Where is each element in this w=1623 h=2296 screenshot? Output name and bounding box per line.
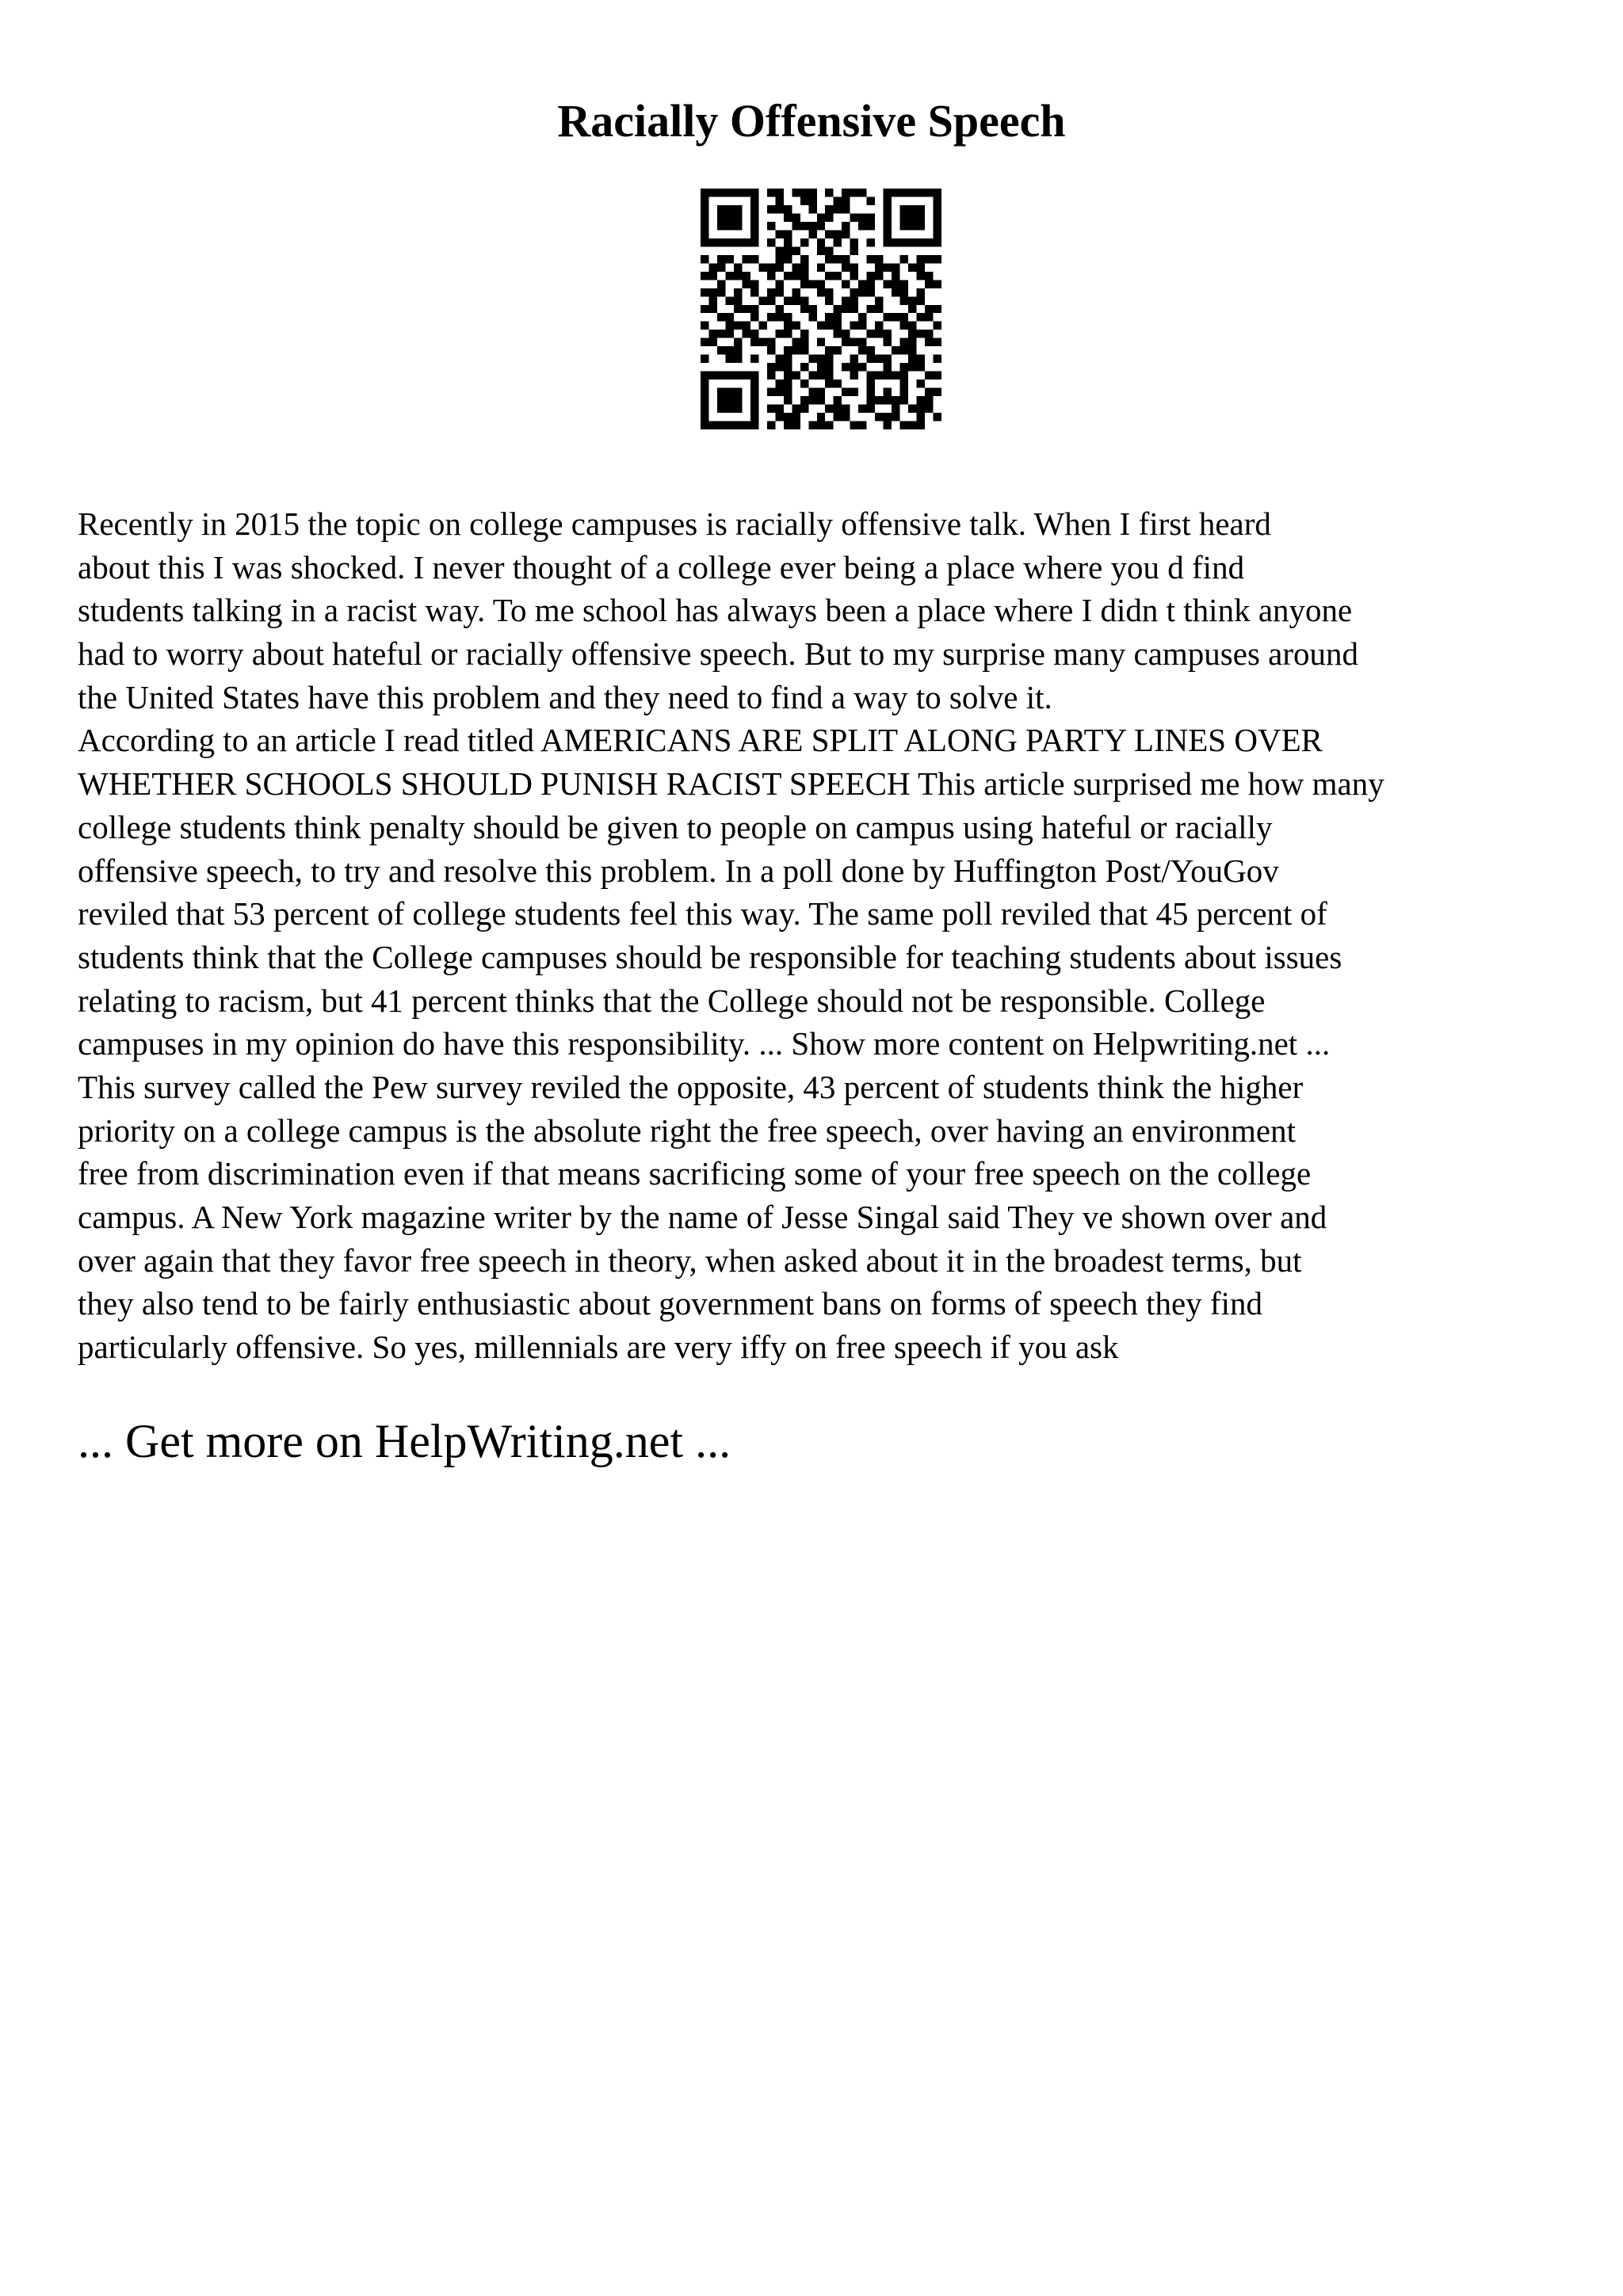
body-line: priority on a college campus is the absolute right the free speech, over having an environment xyxy=(78,1112,1296,1149)
body-line: offensive speech, to try and resolve this problem. In a poll done by Huffington Post/YouGov xyxy=(78,852,1279,889)
body-line: Recently in 2015 the topic on college campuses is racially offensive talk. When I first heard xyxy=(78,505,1271,542)
qr-code-icon xyxy=(701,189,941,429)
body-line: reviled that 53 percent of college students feel this way. The same poll reviled that 45 percent of xyxy=(78,895,1327,933)
get-more-link[interactable]: ... Get more on HelpWriting.net ... xyxy=(78,1415,731,1467)
body-line: over again that they favor free speech in theory, when asked about it in the broadest terms, but xyxy=(78,1241,1302,1279)
body-line: campus. A New York magazine writer by the name of Jesse Singal said They ve shown over and xyxy=(78,1199,1327,1235)
body-line: particularly offensive. So yes, millennials are very iffy on free speech if you ask xyxy=(78,1329,1119,1366)
page-title: Racially Offensive Speech xyxy=(557,95,1066,147)
body-line: relating to racism, but 41 percent thinks that the College should not be responsible. College xyxy=(78,982,1266,1019)
body-line: According to an article I read titled AMERICANS ARE SPLIT ALONG PARTY LINES OVER xyxy=(78,722,1323,759)
body-line: campuses in my opinion do have this responsibility. ... Show more content on Helpwriting.net ... xyxy=(78,1025,1331,1062)
body-line: about this I was shocked. I never thought of a college ever being a place where you d find xyxy=(78,548,1245,585)
body-line: free from discrimination even if that means sacrificing some of your free speech on the college xyxy=(78,1155,1312,1192)
body-line: college students think penalty should be given to people on campus using hateful or racially xyxy=(78,808,1273,845)
body-line: the United States have this problem and they need to find a way to solve it. xyxy=(78,678,1052,715)
body-line: students talking in a racist way. To me school has always been a place where I didn t think anyone xyxy=(78,592,1353,629)
body-text xyxy=(78,502,1583,1369)
body-line: they also tend to be fairly enthusiastic about government bans on forms of speech they find xyxy=(78,1285,1262,1322)
body-line: students think that the College campuses should be responsible for teaching students about issues xyxy=(78,938,1342,975)
body-line: had to worry about hateful or racially offensive speech. But to my surprise many campuses around xyxy=(78,635,1359,673)
body-line: This survey called the Pew survey reviled the opposite, 43 percent of students think the higher xyxy=(78,1068,1304,1105)
body-line: WHETHER SCHOOLS SHOULD PUNISH RACIST SPEECH This article surprised me how many xyxy=(78,765,1384,803)
